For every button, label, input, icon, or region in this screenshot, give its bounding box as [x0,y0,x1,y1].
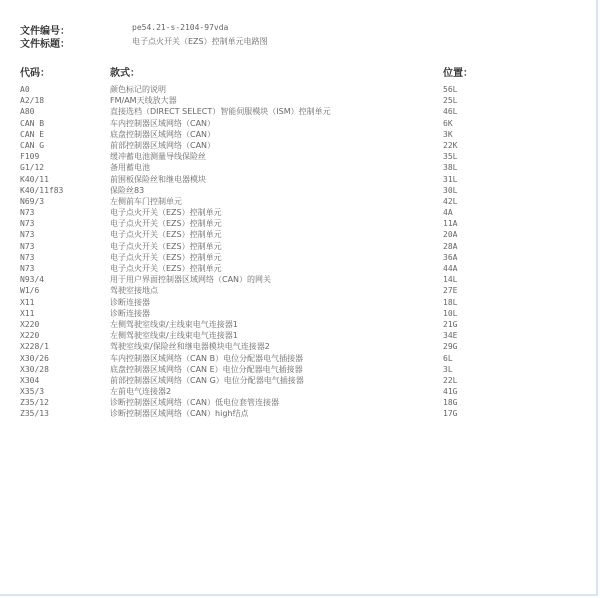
component-code: N73 [20,230,35,240]
component-position: 22K [443,140,458,150]
table-row [0,285,596,296]
component-position: 3K [443,129,453,139]
component-code: Z35/13 [20,409,49,419]
component-position: 17G [443,409,458,419]
component-position: 28A [443,241,458,251]
table-row [0,229,596,240]
column-header-description: 款式： [110,68,140,79]
table-row [0,386,596,397]
component-position: 36A [443,252,458,262]
column-header-code: 代码： [20,68,50,79]
component-description: 缓冲蓄电池测量导线保险丝 [110,152,206,162]
component-description: 驾驶室线束/保险丝和继电器模块电气连接器2 [110,342,270,352]
component-code: F109 [20,152,40,162]
component-code: X30/28 [20,364,49,374]
component-code: CAN B [20,118,45,128]
component-position: 35L [443,152,458,162]
component-code: N73 [20,241,35,251]
component-position: 20A [443,230,458,240]
component-position: 6K [443,118,453,128]
component-description: 电子点火开关（EZS）控制单元 [110,230,222,240]
component-code: A2/18 [20,96,45,106]
component-description: 直接选档（DIRECT SELECT）智能伺服模块（ISM）控制单元 [110,107,331,117]
table-row [0,140,596,151]
table-row [0,330,596,341]
table-row [0,252,596,263]
component-description: 左侧前车门控制单元 [110,196,182,206]
component-code: G1/12 [20,163,45,173]
component-position: 11A [443,219,458,229]
component-description: 电子点火开关（EZS）控制单元 [110,208,222,218]
component-code: X228/1 [20,342,49,352]
table-row [0,129,596,140]
component-description: 电子点火开关（EZS）控制单元 [110,252,222,262]
component-code: A0 [20,85,30,94]
component-description: 前部控制器区域网络（CAN） [110,140,216,150]
component-position: 18G [443,398,458,408]
table-row [0,408,596,419]
component-description: 前围板保险丝和继电器模块 [110,174,206,184]
table-row [0,241,596,252]
component-code: N73 [20,252,35,262]
component-position: 14L [443,275,458,285]
table-row [0,375,596,386]
table-row [0,353,596,364]
component-description: 底盘控制器区域网络（CAN） [110,129,216,139]
component-code: X11 [20,297,35,307]
component-description: 诊断连接器 [110,308,150,318]
column-header-position: 位置： [443,68,473,79]
table-row [0,397,596,408]
component-position: 18L [443,297,458,307]
table-row [0,263,596,274]
component-description: 车内控制器区域网络（CAN B）电位分配器电气插接器 [110,353,304,363]
component-code: N73 [20,208,35,218]
table-row [0,364,596,375]
component-code: W1/6 [20,286,40,296]
component-description: 用于用户界面控制器区域网络（CAN）的网关 [110,275,272,285]
component-position: 29G [443,342,458,352]
document-number-value: pe54.21-s-2104-97vda [132,23,229,32]
component-code: X35/3 [20,387,45,397]
component-position: 25L [443,96,458,106]
component-position: 3L [443,364,453,374]
component-code: X11 [20,308,35,318]
component-position: 34E [443,331,458,341]
component-code: A80 [20,107,35,117]
component-description: 左侧驾驶室线束/主线束电气连接器1 [110,331,238,341]
table-row [0,218,596,229]
component-code: X220 [20,331,40,341]
component-list [0,84,596,420]
table-row [0,95,596,106]
table-row [0,319,596,330]
component-description: 前部控制器区域网络（CAN G）电位分配器电气插接器 [110,375,304,385]
component-position: 22L [443,375,458,385]
component-description: 车内控制器区域网络（CAN） [110,118,216,128]
component-position: 46L [443,107,458,117]
component-description: 底盘控制器区域网络（CAN E）电位分配器电气插接器 [110,364,303,374]
table-row [0,106,596,117]
component-description: 备用蓄电池 [110,163,150,173]
table-row [0,162,596,173]
component-code: N73 [20,264,35,273]
component-position: 4A [443,208,453,218]
component-position: 41G [443,387,458,397]
component-code: K40/11 [20,174,49,184]
component-position: 38L [443,163,458,173]
table-row [0,308,596,319]
component-position: 27E [443,286,458,296]
table-row [0,207,596,218]
component-position: 10L [443,308,458,318]
component-description: FM/AM天线放大器 [110,96,177,106]
component-description: 电子点火开关（EZS）控制单元 [110,219,222,229]
component-position: 31L [443,174,458,184]
component-code: CAN G [20,140,45,150]
component-position: 42L [443,196,458,206]
table-row [0,151,596,162]
component-description: 诊断控制器区域网络（CAN）低电位套管连接器 [110,398,280,408]
component-code: N93/4 [20,275,45,285]
component-description: 驾驶室接地点 [110,286,158,296]
component-position: 6L [443,353,453,363]
component-description: 电子点火开关（EZS）控制单元 [110,241,222,251]
component-description: 电子点火开关（EZS）控制单元 [110,264,222,273]
table-row [0,174,596,185]
component-code: Z35/12 [20,398,49,408]
component-position: 30L [443,185,458,195]
table-row [0,84,596,95]
component-position: 44A [443,264,458,273]
table-row [0,341,596,352]
component-code: N69/3 [20,196,45,206]
document-title-value: 电子点火开关（EZS）控制单元电路图 [132,37,268,46]
component-code: X304 [20,375,40,385]
component-code: X30/26 [20,353,49,363]
document-number-label: 文件编号： [20,26,70,37]
component-description: 颜色标记的说明 [110,85,166,94]
component-description: 保险丝83 [110,185,145,195]
component-description: 诊断控制器区域网络（CAN）high结点 [110,409,249,419]
table-row [0,118,596,129]
table-row [0,185,596,196]
component-code: X220 [20,319,40,329]
component-description: 左侧驾驶室线束/主线束电气连接器1 [110,319,238,329]
table-row [0,196,596,207]
table-row [0,274,596,285]
component-code: K40/11f83 [20,185,64,195]
table-row [0,297,596,308]
component-code: CAN E [20,129,45,139]
component-description: 左前电气连接器2 [110,387,172,397]
component-description: 诊断连接器 [110,297,150,307]
component-position: 56L [443,85,458,94]
component-position: 21G [443,319,458,329]
document-title-label: 文件标题： [20,39,70,50]
component-code: N73 [20,219,35,229]
